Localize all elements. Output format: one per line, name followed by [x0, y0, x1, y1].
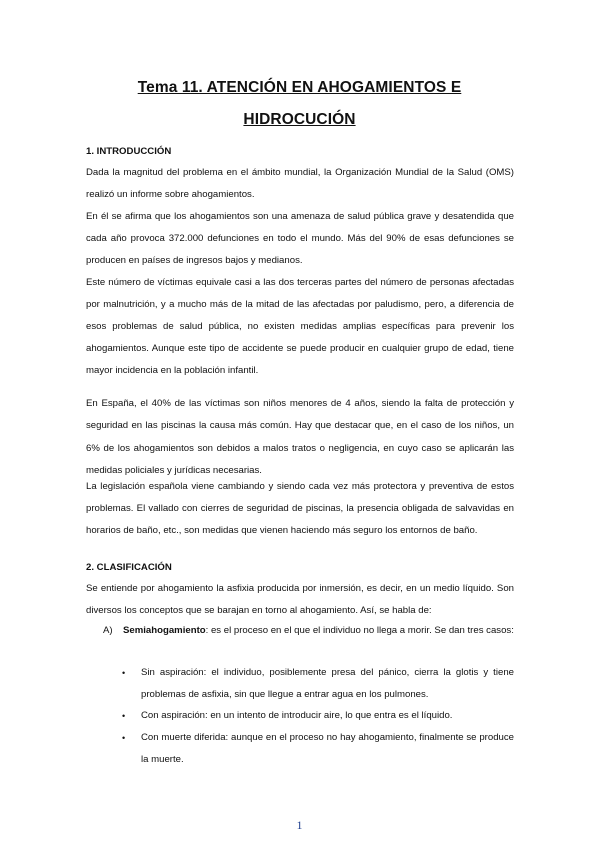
- bullet-icon: •: [122, 668, 126, 678]
- page-title-line-2: HIDROCUCIÓN: [243, 111, 356, 128]
- term-definition: : es el proceso en el que el individuo no llega a morir. Se dan tres casos:: [205, 625, 514, 636]
- bullet-text: Sin aspiración: el individuo, posiblemente presa del pánico, cierra la glotis y tiene problemas de asfixia, sin que llegue a entrar agua en los pulmones.: [141, 667, 514, 700]
- section-heading-clasificacion: 2. CLASIFICACIÓN: [86, 562, 172, 573]
- paragraph-intro-1: Dada la magnitud del problema en el ámbito mundial, la Organización Mundial de la Salud (OMS) realizó un informe sobre ahogamientos.: [86, 167, 514, 200]
- bullet-text: Con aspiración: en un intento de introducir aire, lo que entra es el líquido.: [141, 710, 453, 721]
- list-marker: A): [103, 625, 113, 636]
- paragraph-intro-4: En España, el 40% de las víctimas son niños menores de 4 años, siendo la falta de protección y seguridad en las piscinas la causa más común. Hay que destacar que, en el caso de los niños, un 6% de los ahogamientos son debidos a malos tratos o negligencia, en cuyo caso se aplicarán las medidas policiales y jurídicas necesarias.: [86, 398, 514, 477]
- term-semiahogamiento: Semiahogamiento: [123, 625, 206, 636]
- section-heading-introduccion: 1. INTRODUCCIÓN: [86, 146, 172, 157]
- page-title-line-1: Tema 11. ATENCIÓN EN AHOGAMIENTOS E: [137, 79, 462, 96]
- list-item-body: [123, 620, 514, 642]
- paragraph-intro-5: La legislación española viene cambiando y siendo cada vez más protectora y preventiva de estos problemas. El vallado con cierres de seguridad de piscinas, la presencia obligada de salvavidas en horarios de baño, etc., son medidas que vienen haciendo más seguro los entornos de baño.: [86, 481, 514, 536]
- bullet-text: Con muerte diferida: aunque en el proceso no hay ahogamiento, finalmente se produce la muerte.: [141, 732, 514, 765]
- bullet-icon: •: [122, 733, 126, 743]
- paragraph-intro-2: En él se afirma que los ahogamientos son una amenaza de salud pública grave y desatendida que cada año provoca 372.000 defunciones en todo el mundo. Más del 90% de esas defunciones se producen en países de ingresos bajos y medianos.: [86, 211, 514, 266]
- bullet-icon: •: [122, 711, 126, 721]
- page-number: 1: [296, 818, 303, 832]
- paragraph-intro-3: Este número de víctimas equivale casi a las dos terceras partes del número de personas afectadas por malnutrición, y a mucho más de la mitad de las afectadas por paludismo, pero, a diferencia de esos problemas de salud pública, no existen medidas amplias específicas para prevenir los ahogamientos. Aunque este tipo de accidente se puede producir en cualquier grupo de edad, tiene mayor incidencia en la población infantil.: [86, 277, 514, 376]
- paragraph-clasificacion-1: Se entiende por ahogamiento la asfixia producida por inmersión, es decir, en un medio líquido. Son diversos los conceptos que se barajan en torno al ahogamiento. Así, se habla de:: [86, 583, 514, 616]
